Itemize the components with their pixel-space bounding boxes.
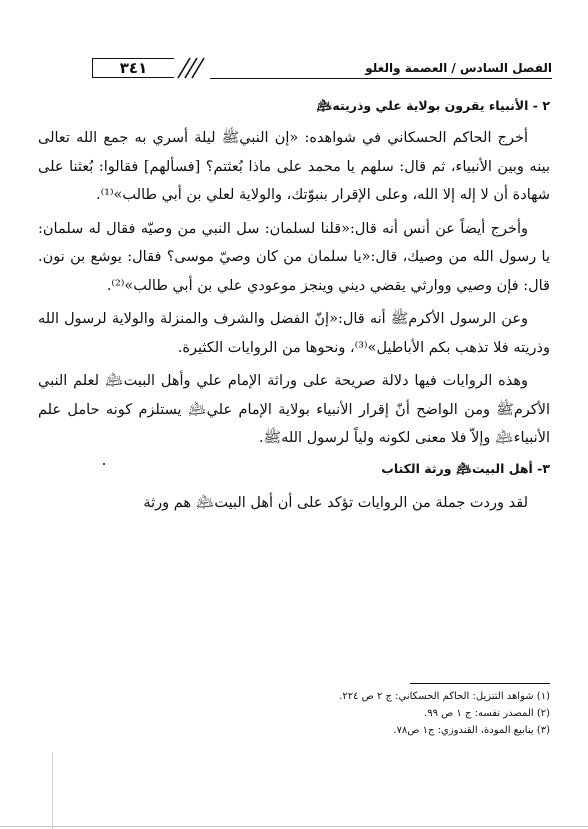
footnote-3: (٣) ينابيع المودة، القندوزي: ج١ ص٧٨. bbox=[393, 725, 550, 736]
footnote-1: (١) شواهد التنزيل: الحاكم الحسكاني: ج ٢ ص ٢٢٤. bbox=[339, 691, 550, 702]
page-number: ٣٤١ bbox=[92, 58, 174, 78]
section-heading-3: ٣- أهل البيت﵇ ورثة الكتاب bbox=[381, 460, 550, 476]
section-heading-2: ٢ - الأنبياء يقرون بولاية علي وذريته﵇ bbox=[316, 98, 550, 113]
paragraph-4: وهذه الروايات فيها دلالة صريحة على وراثة الإمام علي وأهل البيت﵇ لعلم النبي الأكرمﷺ ومن الواضح أنّ إقرار الأنبياء بولاية الإمام علي﵇ يستلزم كونه حامل علم الأنبياء﵇ وإلاّ فلا معنى لكونه ولياً لرسول اللهﷺ. bbox=[38, 373, 550, 446]
footnotes bbox=[250, 688, 550, 739]
footnote-2: (٢) المصدر نفسه: ج ١ ص ٩٩. bbox=[424, 708, 550, 719]
paragraph-1: أخرج الحاكم الحسكاني في شواهده: «إن النبيﷺ ليلة أسري به جمع الله تعالى بينه وبين الأنبياء، ثم قال: سلهم يا محمد على ماذا بُعثتم؟ [فسألهم] فقالوا: بُعثنا على شهادة أن لا إله إلا الله، وعلى الإقرار بنبوّتك، والولاية لعلي بن أبي طالب»⁽¹⁾. bbox=[38, 130, 550, 203]
footnote-rule bbox=[410, 683, 550, 684]
paragraph-5: لقد وردت جملة من الروايات تؤكد على أن أهل البيت﵇ هم ورثة bbox=[143, 494, 528, 511]
paragraph-3: وعن الرسول الأكرمﷺ أنه قال:«إنّ الفضل والشرف والمنزلة والولاية لرسول الله وذريته فلا تذهب بكم الأباطيل»⁽³⁾، ونحوها من الروايات الكثيرة. bbox=[38, 311, 550, 356]
stray-mark bbox=[103, 463, 105, 465]
header-slashes-ornament bbox=[172, 56, 212, 80]
scan-edge-line bbox=[52, 752, 53, 829]
running-header bbox=[92, 58, 552, 80]
paragraph-2: وأخرج أيضاً عن أنس أنه قال:«قلنا لسلمان: سل النبي من وصيّه فقال له سلمان: يا رسول الله من وصيك، قال:«يا سلمان من كان وصيّ موسى؟ فقال: يوشع بن نون. قال: فإن وصيي ووارثي يقضي ديني وينجز موعودي علي بن أبي طالب»⁽²⁾. bbox=[38, 220, 550, 294]
chapter-title: الفصل السادس / العصمة والغلو bbox=[365, 61, 552, 75]
page-bottom-edge bbox=[0, 826, 588, 827]
header-rule bbox=[210, 78, 552, 79]
page-body bbox=[38, 96, 550, 522]
